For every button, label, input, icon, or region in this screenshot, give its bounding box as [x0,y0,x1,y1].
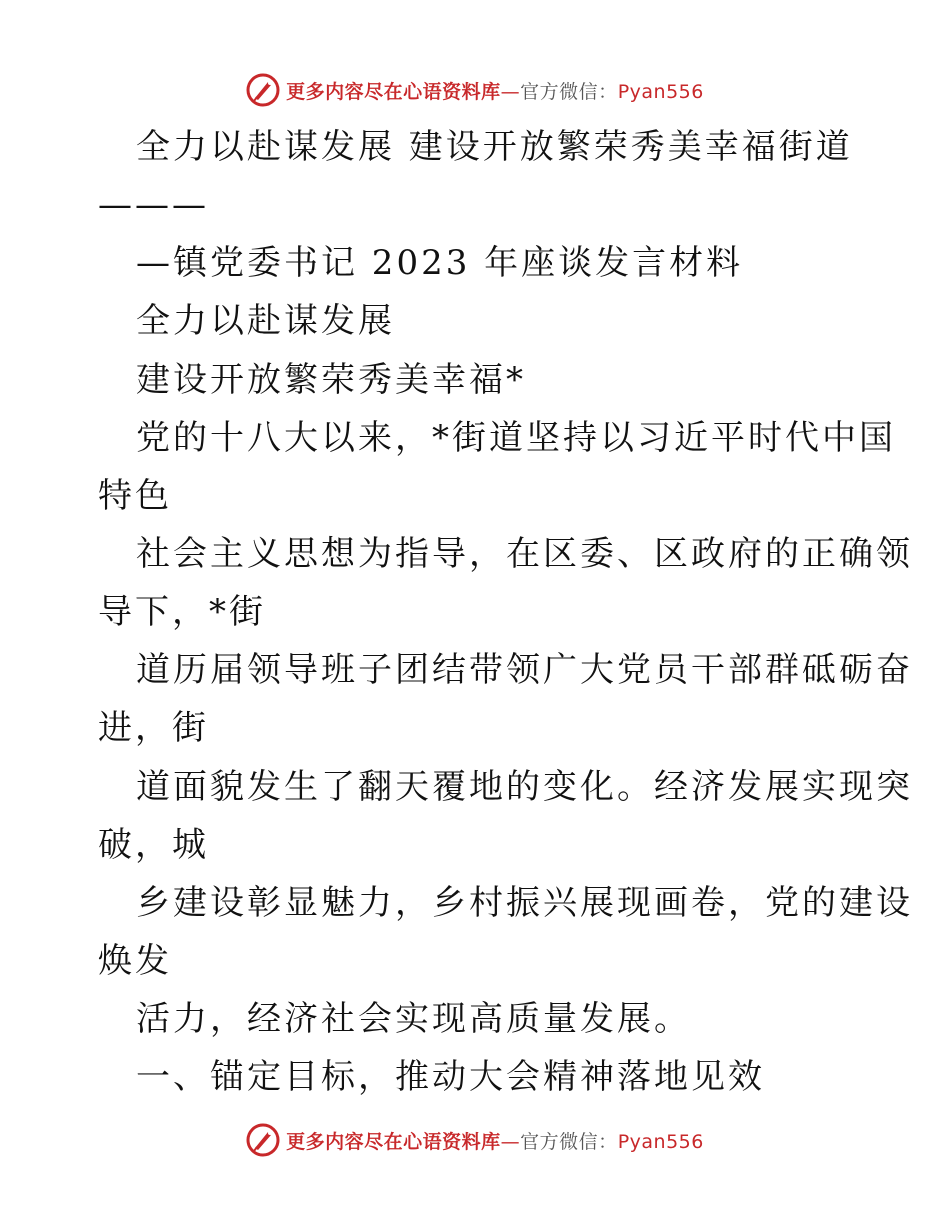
quill-pen-logo-icon [246,1123,280,1157]
banner-official-label: 官方微信： [520,80,618,103]
paragraph-line: 社会主义思想为指导，在区委、区政府的正确领 [136,534,913,574]
paragraph-line: 进，街 [98,708,209,748]
paragraph-line: 特色 [98,476,172,516]
section-heading: 一、锚定目标，推动大会精神落地见效 [136,1057,765,1097]
document-title: 全力以赴谋发展 建设开放繁荣秀美幸福街道 [136,127,853,167]
paragraph-line: 乡建设彰显魅力，乡村振兴展现画卷，党的建设 [136,883,913,923]
paragraph-line: 焕发 [98,941,172,981]
paragraph-line: 活力，经济社会实现高质量发展。 [136,999,691,1039]
banner-official-label: 官方微信： [520,1130,618,1153]
title-dash-line: ——— [98,185,209,225]
banner-separator: — [500,80,521,103]
banner-text [286,1127,704,1154]
banner-text [286,77,704,104]
heading-line-1: 全力以赴谋发展 [136,301,395,341]
paragraph-line: 导下，*街 [98,592,266,632]
paragraph-line: 党的十八大以来，*街道坚持以习近平时代中国 [136,418,896,458]
banner-brand: 更多内容尽在心语资料库 [286,1130,501,1153]
paragraph-line: 道历届领导班子团结带领广大党员干部群砥砺奋 [136,650,913,690]
banner-brand: 更多内容尽在心语资料库 [286,80,501,103]
banner-separator: — [500,1130,521,1153]
paragraph-line: 道面貌发生了翻天覆地的变化。经济发展实现突 [136,767,913,807]
footer-banner [0,1118,950,1162]
paragraph-line: 破，城 [98,825,209,865]
heading-line-2: 建设开放繁荣秀美幸福* [136,360,526,400]
document-subtitle: —镇党委书记 2023 年座谈发言材料 [136,243,744,283]
banner-wechat-id: Pyan556 [617,1130,704,1153]
quill-pen-logo-icon [246,73,280,107]
banner-wechat-id: Pyan556 [617,80,704,103]
header-banner [0,68,950,112]
